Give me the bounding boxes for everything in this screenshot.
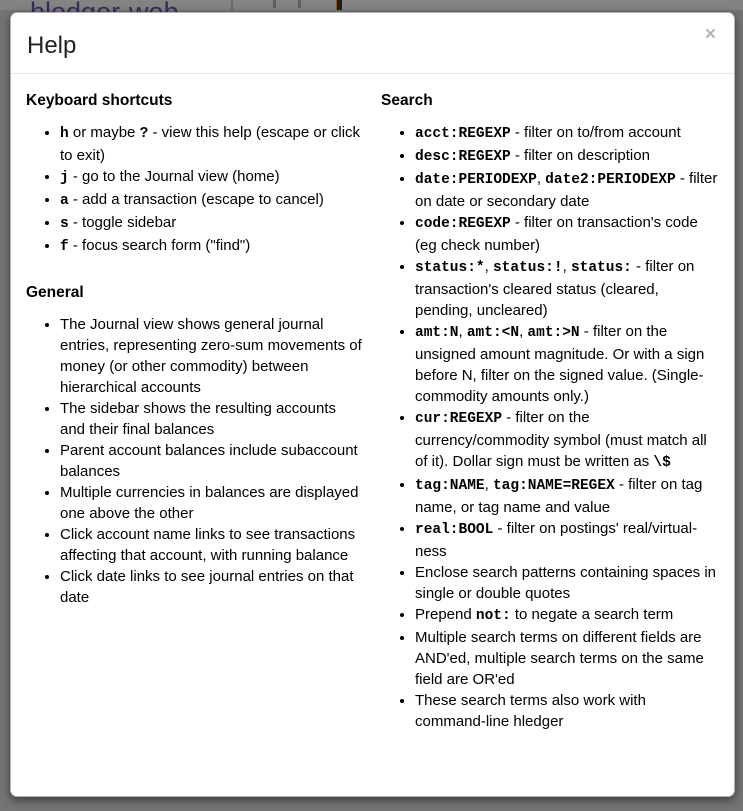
keyboard-shortcuts-list [26,122,365,258]
text-segment: - filter on transaction's code (eg check number) [415,213,698,254]
text-segment: Click date links to see journal entries on that date [60,567,354,606]
code-term: tag:NAME=REGEX [492,477,615,494]
text-segment: - filter on the currency/commodity symbol (must match all of it). Dollar sign must be written as [415,408,707,470]
list-item [415,562,720,604]
list-item [60,314,365,398]
text-segment: Parent account balances include subaccount balances [60,441,358,480]
help-dialog [10,12,735,797]
list-item [415,145,720,168]
code-term: amt:N [415,324,459,341]
text-segment: - focus search form ("find") [68,236,251,254]
section-heading-search: Search [381,92,433,110]
text-segment: , [519,322,528,340]
text-segment: The Journal view shows general journal entries, representing zero-sum movements of money (or other commodity) between hierarchical accounts [60,315,362,396]
list-item [415,212,720,256]
list-item [415,604,720,627]
general-list [26,314,365,608]
text-segment: , [536,169,546,187]
list-item [415,690,720,732]
code-term: a [60,192,69,209]
list-item [415,321,720,407]
code-term: date:PERIODEXP [415,171,537,188]
text-segment: - filter on postings' real/virtual-ness [415,519,698,560]
list-item [60,122,365,166]
text-segment: or maybe [68,123,140,141]
list-item [60,398,365,440]
code-term: amt:>N [527,324,580,341]
code-term: not: [475,607,511,624]
background-page-top [0,0,743,10]
left-column [26,92,365,732]
section-keyboard-shortcuts [26,92,365,258]
section-general [26,284,365,608]
text-segment: , [458,322,467,340]
code-term: status:* [415,259,485,276]
text-segment: The sidebar shows the resulting accounts and their final balances [60,399,336,438]
list-item [415,518,720,562]
list-item [60,482,365,524]
code-term: j [60,169,69,186]
text-segment: - view this help (escape or click to exit) [60,123,361,164]
text-segment: to negate a search term [510,605,674,623]
section-search [381,92,720,732]
help-dialog-header [11,13,734,74]
code-term: tag:NAME [415,477,485,494]
code-term: status:! [492,259,563,276]
text-segment: , [562,257,571,275]
text-segment: Enclose search patterns containing spaces in single or double quotes [415,563,717,602]
section-heading-general: General [26,283,84,301]
background-divider [231,0,233,10]
right-column [381,92,720,732]
code-term: cur:REGEXP [415,410,503,427]
code-term: s [60,215,69,232]
text-segment: - filter on date or secondary date [415,169,718,210]
list-item [60,212,365,235]
text-segment: These search terms also work with command-line hledger [415,691,646,730]
code-term: real:BOOL [415,521,494,538]
list-item [415,256,720,321]
text-segment: - toggle sidebar [68,213,177,231]
text-segment: Multiple search terms on different fields are AND'ed, multiple search terms on the same field are OR'ed [415,628,704,688]
code-term: \$ [653,454,671,471]
list-item [415,407,720,474]
list-item [60,166,365,189]
code-term: date2:PERIODEXP [545,171,676,188]
code-term: ? [139,125,149,142]
list-item [415,122,720,145]
text-segment: Prepend [415,605,476,623]
section-heading-keyboard: Keyboard shortcuts [26,92,173,110]
text-segment: - add a transaction (escape to cancel) [68,190,324,208]
text-segment: - filter on description [510,146,650,164]
list-item [60,566,365,608]
background-heading-fragment [298,0,301,8]
list-item [415,474,720,518]
dialog-title: Help [27,32,77,59]
code-term: amt:<N [466,324,520,341]
search-help-list [381,122,720,732]
text-segment: , [484,475,493,493]
background-heading-fragment [273,0,276,8]
help-dialog-body [11,74,734,752]
text-segment: Click account name links to see transactions affecting that account, with running balance [60,525,356,564]
code-term: f [60,238,69,255]
close-icon[interactable]: × [701,23,720,46]
text-segment: - filter on the unsigned amount magnitude. Or with a sign before N, filter on the signed value. (Single-commodity amounts only.) [415,322,705,405]
code-term: desc:REGEXP [415,148,511,165]
text-segment: Multiple currencies in balances are displayed one above the other [60,483,359,522]
list-item [60,235,365,258]
code-term: status: [570,259,632,276]
list-item [60,189,365,212]
text-segment: - filter on tag name, or tag name and value [415,475,703,516]
list-item [60,524,365,566]
list-item [415,168,720,212]
text-segment: , [484,257,493,275]
background-heading-fragment [336,0,342,10]
list-item [60,440,365,482]
code-term: code:REGEXP [415,215,511,232]
code-term: h [60,125,69,142]
text-segment: - go to the Journal view (home) [68,167,280,185]
code-term: acct:REGEXP [415,125,511,142]
list-item [415,627,720,690]
text-segment: - filter on transaction's cleared status (cleared, pending, uncleared) [415,257,695,319]
text-segment: - filter on to/from account [510,123,681,141]
